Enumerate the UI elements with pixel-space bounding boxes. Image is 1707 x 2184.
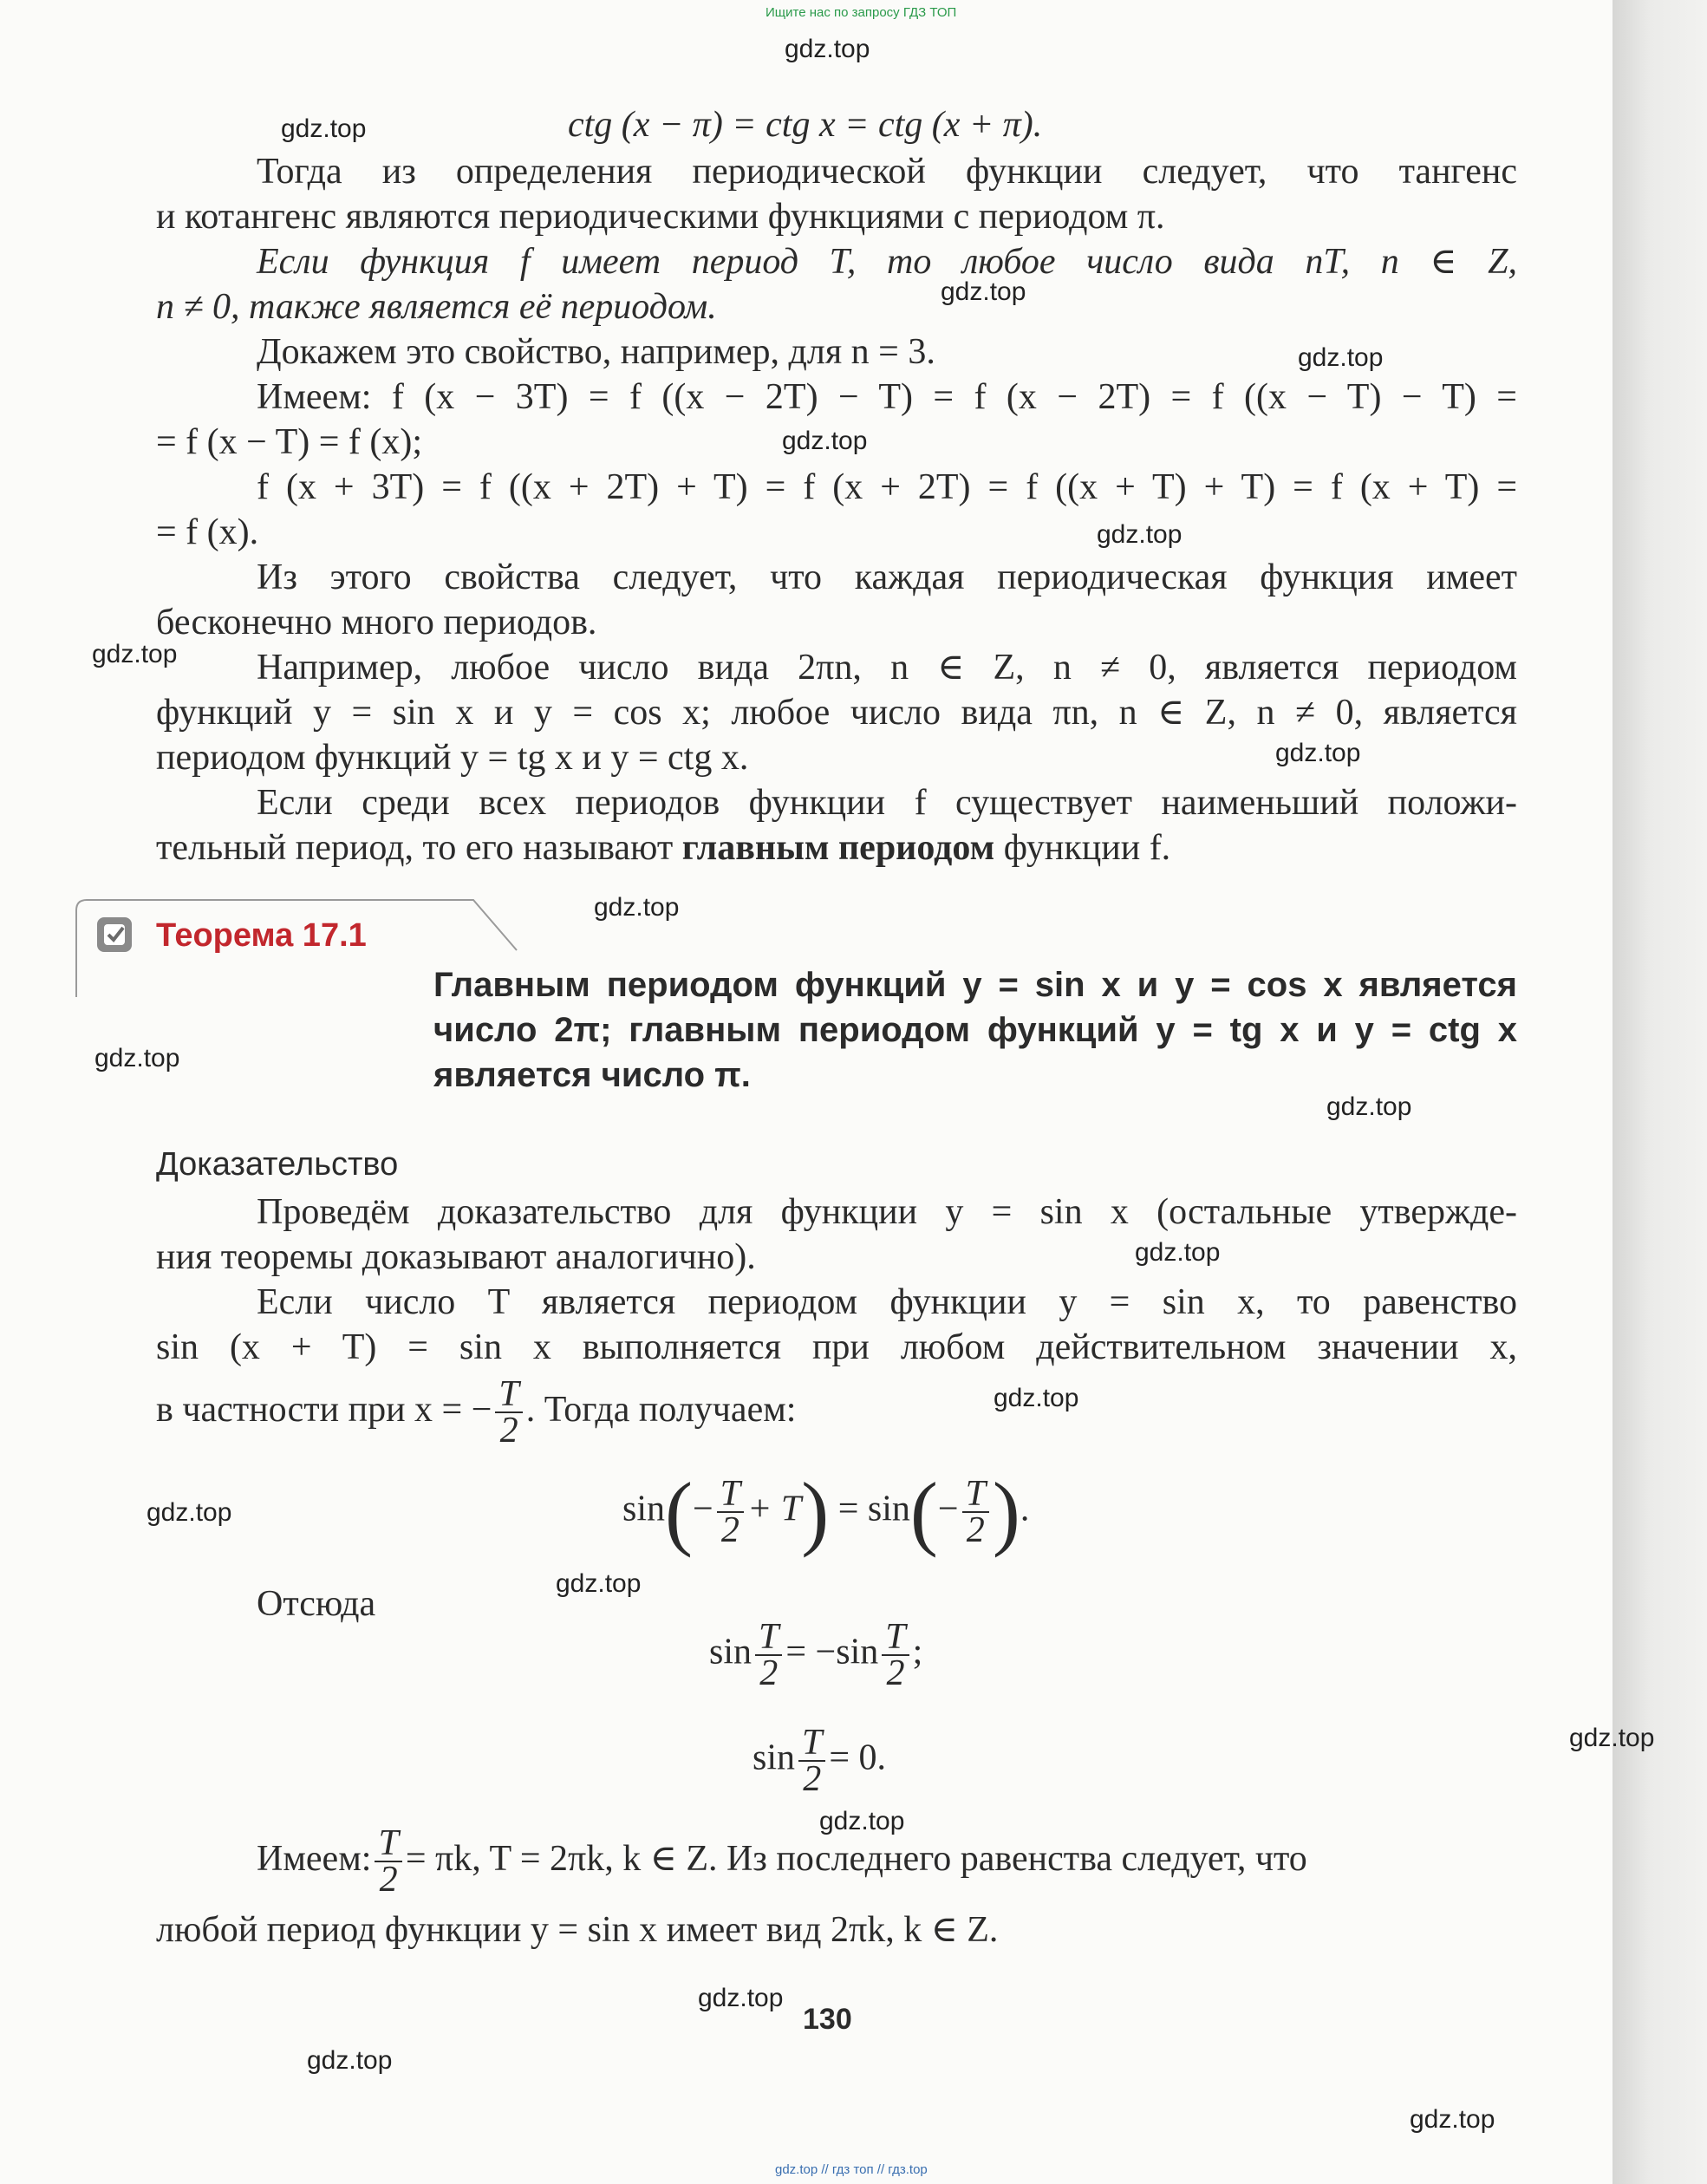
fraction (755, 1617, 782, 1693)
bottom-notice[interactable]: gdz.top // гдз топ // гдз.top (775, 2162, 928, 2177)
watermark: gdz.top (556, 1569, 642, 1598)
fraction-numerator: T (798, 1725, 825, 1762)
text-fragment: в частности при x = − (156, 1390, 492, 1430)
fraction-denominator: 2 (803, 1759, 822, 1799)
top-notice[interactable]: Ищите нас по запросу ГДЗ ТОП (766, 5, 957, 20)
text-line: Тогда из определения периодической функции следует, что тангенс (257, 152, 1517, 192)
text-fragment: = πk, T = 2πk, k ∈ Z. Из последнего равенства следует, что (405, 1839, 1307, 1879)
watermark: gdz.top (1569, 1724, 1655, 1752)
text-line: Например, любое число вида 2πn, n ∈ Z, n ≠ 0, является периодом (257, 648, 1517, 688)
watermark: gdz.top (819, 1807, 905, 1835)
watermark: gdz.top (994, 1384, 1079, 1412)
ctg-periodicity-equation: ctg (x − π) = ctg x = ctg (x + π). (568, 105, 1043, 145)
fraction-numerator: T (495, 1377, 522, 1413)
text-line: периодом функций y = tg x и y = ctg x. (156, 738, 749, 778)
fraction (717, 1474, 744, 1550)
fraction-denominator: 2 (966, 1510, 985, 1550)
text-fragment: Имеем: (257, 1839, 372, 1879)
watermark: gdz.top (147, 1498, 232, 1527)
text-fragment: sin (709, 1632, 753, 1672)
fraction-numerator: T (717, 1477, 744, 1513)
fraction (798, 1723, 825, 1799)
text-line: и котангенс являются периодическими функциями с периодом π. (156, 197, 1165, 237)
term-main-period: главным периодом (681, 828, 995, 868)
proof-line: любой период функции y = sin x имеет вид 2πk, k ∈ Z. (156, 1910, 999, 1950)
page-edge-shadow (1613, 0, 1707, 2184)
fraction-numerator: T (755, 1620, 782, 1656)
watermark: gdz.top (941, 277, 1026, 306)
fraction (882, 1617, 909, 1693)
watermark: gdz.top (1275, 739, 1361, 767)
proof-line-with-fraction (156, 1373, 1517, 1451)
watermark: gdz.top (92, 640, 178, 668)
main-period-definition (156, 825, 1517, 870)
property-statement: n ≠ 0, также является её периодом. (156, 287, 717, 327)
text-line: Из этого свойства следует, что каждая периодическая функция имеет (257, 557, 1517, 597)
fraction-numerator: T (882, 1620, 909, 1656)
watermark: gdz.top (785, 35, 870, 63)
paren: ( (909, 1465, 938, 1558)
fraction-denominator: 2 (886, 1653, 905, 1693)
fraction (375, 1823, 401, 1900)
theorem-text: Главным периодом функций y = sin x и y = cos x является (433, 966, 1517, 1004)
checkmark-icon (97, 917, 132, 952)
watermark: gdz.top (1326, 1092, 1412, 1121)
text-fragment: ; (912, 1632, 923, 1672)
theorem-text: число 2π; главным периодом функций y = tg x и y = ctg x (433, 1011, 1517, 1049)
text-fragment: функции f. (994, 828, 1171, 868)
text-fragment: + T (747, 1489, 802, 1529)
text-line: Если среди всех периодов функции f существует наименьший положи- (257, 783, 1517, 823)
theorem-title: Теорема 17.1 (156, 917, 367, 954)
text-line: бесконечно много периодов. (156, 603, 597, 642)
equation-sin-zero (753, 1723, 887, 1799)
proof-heading: Доказательство (156, 1146, 399, 1183)
watermark: gdz.top (281, 114, 367, 143)
fraction-denominator: 2 (379, 1860, 398, 1900)
formula-line: f (x + 3T) = f ((x + 2T) + T) = f (x + 2T) = f ((x + T) + T) = f (x + T) = (257, 467, 1517, 507)
watermark: gdz.top (1135, 1238, 1221, 1267)
watermark: gdz.top (782, 427, 868, 455)
fraction (962, 1474, 989, 1550)
watermark: gdz.top (307, 2046, 393, 2075)
theorem-text: является число π. (433, 1056, 751, 1094)
proof-line: sin (x + T) = sin x выполняется при любом действительном значении x, (156, 1327, 1517, 1367)
fraction-numerator: T (962, 1477, 989, 1513)
formula-line: = f (x − T) = f (x); (156, 422, 423, 462)
fraction-denominator: 2 (720, 1510, 739, 1550)
proof-line: Если число T является периодом функции y = sin x, то равенство (257, 1282, 1517, 1322)
text-fragment: = 0. (829, 1737, 887, 1778)
property-statement: Если функция f имеет период T, то любое число вида nT, n ∈ Z, (257, 242, 1517, 282)
text-line: Докажем это свойство, например, для n = 3. (257, 332, 935, 372)
proof-line: Отсюда (257, 1584, 376, 1624)
watermark: gdz.top (1298, 343, 1384, 372)
equation-sin-half-period (709, 1617, 923, 1693)
text-fragment: . Тогда получаем: (525, 1390, 797, 1430)
watermark: gdz.top (594, 893, 680, 922)
text-fragment: тельный период, то его называют (156, 828, 682, 868)
formula-line: = f (x). (156, 512, 259, 552)
proof-line: ния теоремы доказывают аналогично). (156, 1237, 756, 1277)
fraction-denominator: 2 (499, 1411, 518, 1451)
text-fragment: sin (753, 1737, 796, 1778)
text-fragment: . (1020, 1489, 1030, 1529)
fraction (495, 1374, 522, 1451)
paren: ( (665, 1465, 693, 1558)
paren: ) (992, 1465, 1020, 1558)
fraction-numerator: T (375, 1826, 401, 1862)
paren: ) (801, 1465, 830, 1558)
watermark: gdz.top (94, 1044, 180, 1072)
page-number: 130 (803, 2003, 852, 2036)
sin-text: sin (622, 1489, 666, 1529)
watermark: gdz.top (1097, 520, 1183, 549)
text-fragment: = sin (837, 1489, 910, 1529)
text-line: функций y = sin x и y = cos x; любое число вида πn, n ∈ Z, n ≠ 0, является (156, 693, 1517, 733)
formula-line: Имеем: f (x − 3T) = f ((x − 2T) − T) = f (x − 2T) = f ((x − T) − T) = (257, 377, 1517, 417)
watermark: gdz.top (698, 1984, 784, 2012)
proof-line: Проведём доказательство для функции y = sin x (остальные утвержде- (257, 1192, 1517, 1232)
equation-sin-shift: sin(− $\frac{T}{2}$ + T) = sin(− $\frac{T}{2}$ ). (622, 1465, 1030, 1558)
text-fragment: = −sin (785, 1632, 879, 1672)
watermark: gdz.top (1410, 2105, 1495, 2134)
fraction-denominator: 2 (759, 1653, 779, 1693)
